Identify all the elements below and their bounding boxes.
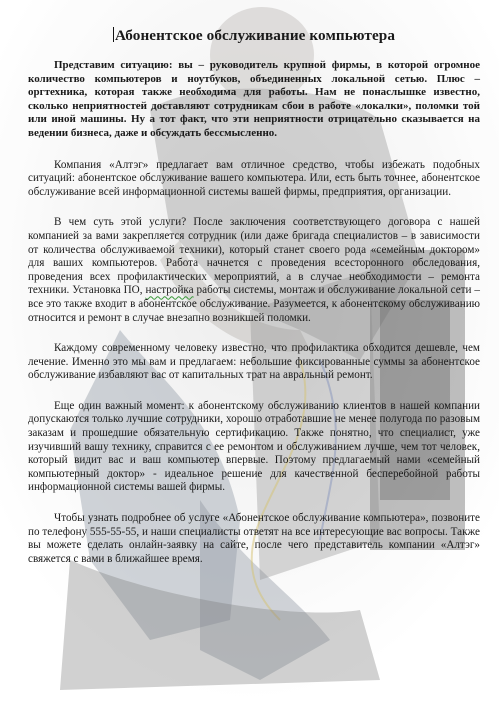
text-caret xyxy=(113,27,114,42)
title-text: Абонентское обслуживание компьютера xyxy=(114,27,396,44)
paragraph-service-essence xyxy=(28,216,480,325)
paragraph-staff: Еще один важный момент: к абонентскому обслуживанию клиентов в нашей компании допускаются только лучшие сотрудники, хорошо отработавшие не менее полугода по разовым заказам и прошедшие обязательную сертификацию. Также понятно, что специалист, уже изучивший вашу технику, справится с ее ремонтом и обслуживанием лучше, чем тот человек, который видит вас и ваш компьютер впервые. Поэтому предлагаемый нами «семейный компьютерный доктор» - идеальное решение для качественной бесперебойной работы информационной системы вашей фирмы. xyxy=(28,399,480,494)
document-title xyxy=(28,27,480,45)
paragraph-prevention: Каждому современному человеку известно, что профилактика обходится дешевле, чем лечение. Именно это мы вам и предлагаем: небольшие фиксированные суммы за абонентское обслуживание избавляют вас от капитальных трат на авральный ремонт. xyxy=(28,342,480,382)
lead-paragraph: Представим ситуацию: вы – руководитель крупной фирмы, в которой огромное количество компьютеров и ноутбуков, объединенных локальной сетью. Плюс – оргтехника, которая также необходима для работы. Нам не понаслышке известно, сколько неприятностей доставляют сотрудникам сбои в работе «локалки», поломки той или иной машины. Ну а тот факт, что эти неприятности отрицательно сказывается на ведении бизнеса, даже и обсуждать бессмысленно. xyxy=(28,59,480,139)
paragraph-service-part1: В чем суть этой услуги? После заключения соответствующего договора с нашей компанией за вами закрепляется сотрудник (или даже бригада специалистов – в зависимости от количества обслуживаемой техники), который станет своего рода «семейным доктором» для ваших компьютеров. Работа начнется с проведения всесторонного обследования, проведения всех профилактических мероприятий, а в случае необходимости – ремонта техники. Установка ПО, xyxy=(28,216,480,297)
paragraph-offer: Компания «Алтэг» предлагает вам отличное средство, чтобы избежать подобных ситуаций: абонентское обслуживание вашего компьютера. Или, есть быть точнее, абонентское обслуживание всей информационной системы вашей фирмы, предприятия, организации. xyxy=(28,158,480,198)
paragraph-contact: Чтобы узнать подробнее об услуге «Абонентское обслуживание компьютера», позвоните по телефону 555-55-55, и наши специалисты ответят на все интересующие вас вопросы. Также вы можете сделать онлайн-заявку на сайте, после чего представитель компании «Алтэг» свяжется с вами в ближайшее время. xyxy=(28,512,480,565)
spellcheck-word: настройка xyxy=(145,284,194,297)
paragraph-service-part2: работы системы, монтаж и обслуживание локальной сети – все это также входит в абонентское обслуживание. Разумеется, к абонентскому обслуживанию относится и ремонт в случае внезапно возникшей поломки. xyxy=(28,284,480,324)
document-page xyxy=(28,27,480,583)
